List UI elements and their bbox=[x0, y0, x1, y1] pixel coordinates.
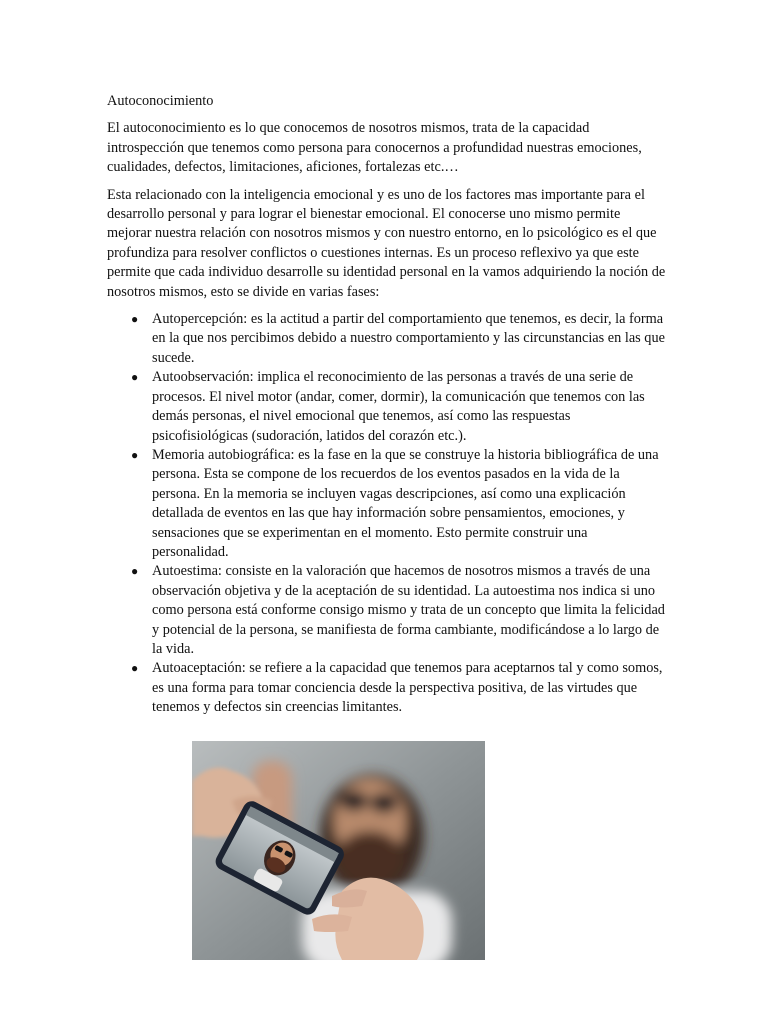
list-item bbox=[131, 310, 667, 368]
bullet-icon: ● bbox=[131, 370, 139, 385]
bullet-icon: ● bbox=[131, 661, 139, 676]
document-title: Autoconocimiento bbox=[107, 93, 214, 109]
phase-text: Autoestima: consiste en la valoración que hacemos de nosotros mismos a través de una observación objetiva y de la aceptación de su identidad. La autoestima nos indica si uno como persona está conforme consigo mismo y trata de un concepto que limita la felicidad y potencial de la persona, se manifiesta de forma cambiante, modificándose a lo largo de la vida. bbox=[152, 563, 665, 657]
phases-list bbox=[107, 310, 667, 718]
phase-text: Memoria autobiográfica: es la fase en la que se construye la historia bibliográfica de una persona. Esta se compone de los recuerdos de los eventos pasados en la vida de la persona. En la memoria se incluyen vagas descripciones, así como una explicación detallada de eventos en las que hay información sobre pensamientos, emociones, y sensaciones que se experimentan en el momento. Esto permite construir una personalidad. bbox=[152, 446, 659, 560]
selfie-photo bbox=[192, 741, 485, 960]
phase-text: Autopercepción: es la actitud a partir del comportamiento que tenemos, es decir, la forma en la que nos percibimos debido a nuestro comportamiento y las circunstancias en las que sucede. bbox=[152, 311, 665, 366]
bullet-icon: ● bbox=[131, 447, 139, 462]
list-item bbox=[131, 562, 667, 659]
list-item bbox=[131, 446, 667, 562]
intro-paragraph: El autoconocimiento es lo que conocemos de nosotros mismos, trata de la capacidad introspección que tenemos como persona para conocernos a profundidad nuestras emociones, cualidades, defectos, limitaciones, aficiones, fortalezas etc.… bbox=[107, 120, 642, 176]
phase-text: Autoaceptación: se refiere a la capacidad que tenemos para aceptarnos tal y como somos, es una forma para tomar conciencia desde la perspectiva positiva, de las virtudes que tenemos y defectos sin creencias limitantes. bbox=[152, 660, 663, 716]
list-item bbox=[131, 368, 667, 446]
bullet-icon: ● bbox=[131, 312, 139, 327]
bullet-icon: ● bbox=[131, 564, 139, 579]
phase-text: Autoobservación: implica el reconocimiento de las personas a través de una serie de procesos. El nivel motor (andar, comer, dormir), la comunicación que tenemos con las demás personas, el nivel emocional que tenemos, así como las respuestas psicofisiológicas (sudoración, latidos del corazón etc.). bbox=[152, 369, 645, 444]
selfie-photo-illustration bbox=[192, 741, 485, 960]
list-item bbox=[131, 659, 667, 717]
context-paragraph: Esta relacionado con la inteligencia emocional y es uno de los factores mas importante para el desarrollo personal y para lograr el bienestar emocional. El conocerse uno mismo permite mejorar nuestra relación con nosotros mismos y con nuestro entorno, en lo psicológico es el que profundiza para resolver conflictos o cuestiones internas. Es un proceso reflexivo ya que este permite que cada individuo desarrolle su identidad personal en la vamos adquiriendo la noción de nosotros mismos, esto se divide en varias fases: bbox=[107, 186, 666, 300]
document-page bbox=[107, 92, 667, 718]
